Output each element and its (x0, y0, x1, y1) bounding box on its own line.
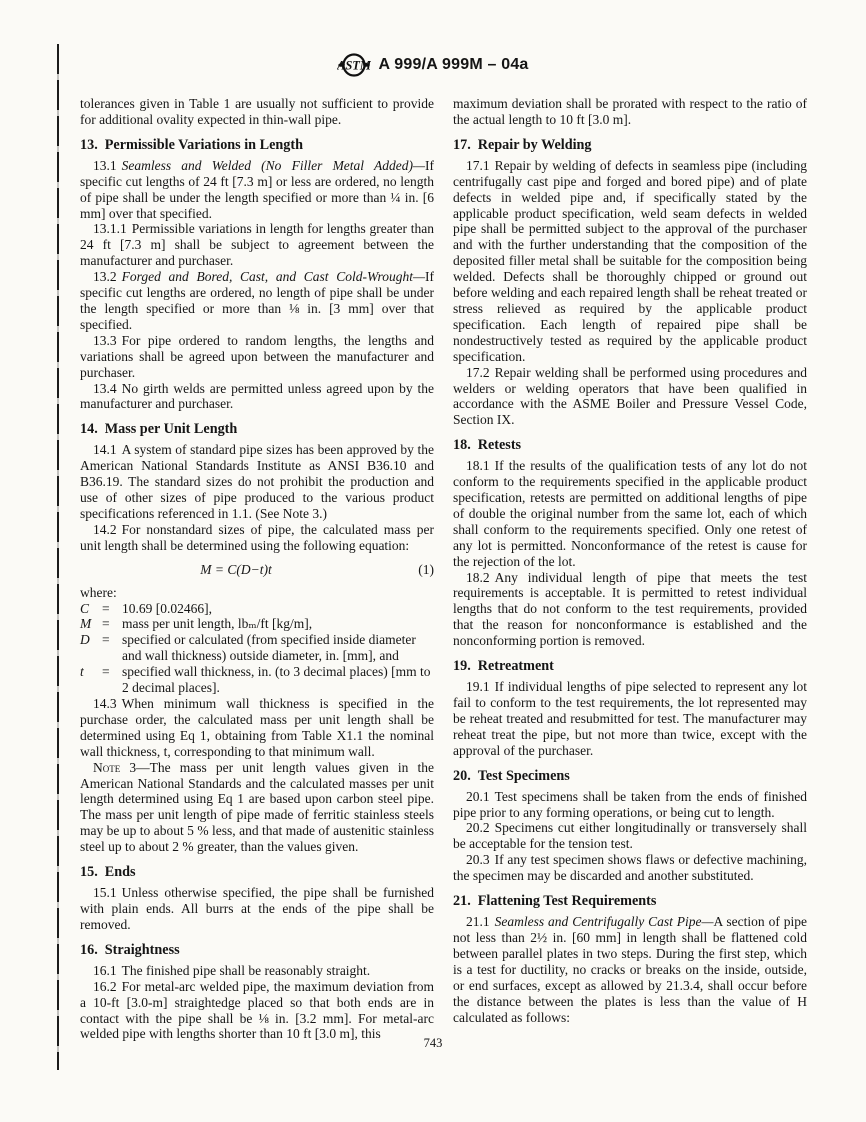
paragraph-14-3 (80, 696, 434, 760)
clause-text: A system of standard pipe sizes has been approved by the American National Standards Institute as ANSI B36.10 and B36.19. The standard sizes do not prohibit the production and use of other sizes of pipe produced to the various product specifications referenced in 1.1. (See Note 3.) (80, 442, 434, 521)
equation-number: (1) (418, 561, 434, 577)
equation-1 (80, 562, 434, 578)
section-title: Retreatment (477, 658, 554, 675)
paragraph-15-1 (80, 885, 434, 933)
clause-number: 19.1 (466, 679, 490, 695)
paragraph-13-1-1 (80, 221, 434, 269)
clause-text: A section of pipe not less than 2½ in. [60 mm] in length shall be flattened cold between parallel plates in two steps. During the first step, which is a test for ductility, no cracks or breaks on the inside, outside, or end surfaces, except as allowed by 21.3.4, shall occur before the distance between the plates is less than the value of H calculated as follows: (453, 914, 807, 1025)
equals-sign: = (102, 600, 110, 616)
section-heading-17 (453, 137, 807, 153)
clause-text: If specific cut lengths of 24 ft [7.3 m] or less are ordered, no length of pipe shall be under the length specified or more than ¼ in. [6 mm] over that specified. (80, 157, 434, 221)
clause-text: If the results of the qualification tests of any lot do not conform to the requirements specified in the applicable product specification, retests are permitted on additional lengths of pipe of double the original number from the same lot, each of which shall conform to the requirements specified. Only one retest of any lot is permitted. Nonconformance of the retest is cause for the rejection of the lot. (453, 458, 807, 569)
clause-text: Repair by welding of defects in seamless pipe (including centrifugally cast pipe and forged and bored pipe) and of plate defects in welded pipe and, if specifically stated by the applicable product specification, weld seam defects in welded pipe shall be permitted subject to the approval of the purchaser and with the further understanding that the composition of the deposited filler metal shall be suitable for the composition being welded. Defects shall be thoroughly chipped or ground out before welding and each repaired length shall be reheat treated or stress relieved as required by the applicable product specification. Each length of repaired pipe shall be nondestructively tested as required by the applicable product specification. (453, 157, 807, 364)
section-title: Ends (104, 864, 136, 881)
symbol: M (80, 616, 92, 632)
clause-number: 15.1 (93, 885, 117, 901)
equals-sign: = (102, 616, 110, 632)
section-number: 21. (453, 893, 471, 910)
clause-number: 13.1 (93, 157, 117, 173)
paragraph-20-1 (453, 789, 807, 821)
section-number: 13. (80, 136, 98, 153)
clause-text: Test specimens shall be taken from the ends of finished pipe prior to any forming operations, or being cut to length. (453, 788, 807, 820)
paragraph-18-2 (453, 570, 807, 650)
symbol: D (80, 632, 90, 648)
clause-text: If specific cut lengths are ordered, no length of pipe shall be under the length specified or more than ⅛ in. [3 mm] over that specified. (80, 269, 434, 332)
paragraph-21-1 (453, 914, 807, 1025)
clause-text: Any individual length of pipe that meets the test requirements is acceptable. It is permitted to retest individual lengths that do not conform to the test requirements, provided that the reason for nonconformance is established and the nonconforming portion is removed. (453, 569, 807, 649)
clause-number: 13.4 (93, 380, 117, 396)
symbol: t (80, 664, 84, 680)
section-heading-14 (80, 421, 434, 437)
clause-number: 14.3 (93, 696, 117, 711)
section-heading-13 (80, 137, 434, 153)
paragraph-16-1 (80, 963, 434, 979)
equals-sign: = (102, 664, 110, 680)
paragraph-13-2 (80, 269, 434, 333)
paragraph-14-1 (80, 442, 434, 522)
section-title: Flattening Test Requirements (477, 893, 657, 910)
symbol-definition: 10.69 [0.02466], (122, 600, 212, 616)
clause-number: 20.3 (466, 852, 490, 868)
section-number: 17. (453, 136, 471, 153)
clause-number: 20.2 (466, 820, 490, 836)
clause-lead-italic: Seamless and Welded (No Filler Metal Added)— (121, 157, 425, 173)
clause-number: 13.1.1 (93, 221, 127, 237)
clause-number: 18.2 (466, 569, 490, 585)
section-heading-16 (80, 942, 434, 958)
symbol-definition: specified or calculated (from specified inside diameter and wall thickness) outside diameter, in. [mm], and (122, 632, 416, 664)
clause-text: If any test specimen shows flaws or defective machining, the specimen may be discarded and another substituted. (453, 852, 807, 884)
paragraph-14-2 (80, 522, 434, 554)
section-title: Permissible Variations in Length (104, 136, 303, 153)
paragraph-20-2 (453, 820, 807, 852)
clause-number: 14.1 (93, 442, 117, 458)
symbol-definition: specified wall thickness, in. (to 3 decimal places) [mm to 2 decimal places]. (122, 664, 431, 696)
astm-logo-icon (337, 50, 371, 80)
clause-number: 13.3 (93, 332, 117, 348)
note-text: The mass per unit length values given in the American National Standards and the calculated masses per unit length determined using Eq 1 are based upon carbon steel pipe. The mass per unit length of pipe made of ferritic stainless steels may be up to about 5 % less, and that made of austenitic stainless steel up to about 2 % greater, than the values given. (80, 759, 435, 855)
clause-number: 21.1 (466, 914, 490, 930)
where-label: where: (80, 584, 117, 600)
section-heading-18 (453, 437, 807, 453)
clause-text: Permissible variations in length for lengths greater than 24 ft [7.3 m] shall be subject to agreement between the manufacturer and purchaser. (80, 221, 434, 269)
page-header (0, 50, 866, 80)
paragraph-13-1 (80, 158, 434, 222)
clause-text: Specimens cut either longitudinally or transversely shall be acceptable for the tension test. (453, 820, 807, 852)
section-heading-21 (453, 893, 807, 909)
section-number: 19. (453, 658, 471, 675)
clause-number: 17.1 (466, 157, 490, 173)
section-number: 18. (453, 437, 471, 454)
svg-text:ASTM: ASTM (337, 58, 372, 73)
paragraph-16-2 (80, 979, 434, 1043)
section-heading-19 (453, 658, 807, 674)
note-3 (80, 760, 434, 855)
symbol: C (80, 600, 90, 616)
paragraph-20-3 (453, 852, 807, 884)
paragraph-16-2-continuation: maximum deviation shall be prorated with respect to the ratio of the actual length to 10 ft [3.0 m]. (453, 96, 807, 127)
clause-text: Repair welding shall be performed using procedures and welders or welding operators that have been qualified in accordance with the ASME Boiler and Pressure Vessel Code, Section IX. (453, 364, 807, 428)
section-number: 16. (80, 941, 98, 958)
section-title: Retests (477, 437, 522, 454)
clause-text: Unless otherwise specified, the pipe shall be furnished with plain ends. All burrs at the ends of the pipe shall be removed. (80, 885, 434, 932)
section-heading-15 (80, 864, 434, 880)
left-margin-fold-line (57, 44, 59, 1070)
symbol-definition: mass per unit length, lbₘ/ft [kg/m], (122, 616, 313, 632)
paragraph-18-1 (453, 458, 807, 569)
equals-sign: = (102, 632, 110, 648)
clause-lead-italic: Forged and Bored, Cast, and Cast Cold-Wrought— (121, 269, 425, 285)
clause-number: 18.1 (466, 458, 490, 474)
section-number: 15. (80, 864, 98, 881)
clause-lead-italic: Seamless and Centrifugally Cast Pipe— (494, 914, 714, 930)
clause-number: 16.1 (93, 962, 117, 978)
paragraph-17-2 (453, 365, 807, 429)
section-heading-20 (453, 768, 807, 784)
clause-text: For metal-arc welded pipe, the maximum deviation from a 10-ft [3.0-m] straightedge placed so that both ends are in contact with the pipe shall be ⅛ in. [3.2 mm]. For metal-arc welded pipe with lengths shorter than 10 ft [3.0 m], this (80, 978, 434, 1042)
clause-number: 14.2 (93, 521, 117, 537)
where-row-M (80, 616, 434, 632)
note-continuation: tolerances given in Table 1 are usually not sufficient to provide for additional ovality expected in thin-wall pipe. (80, 96, 434, 127)
note-label: Note 3 (93, 759, 137, 775)
paragraph-13-4 (80, 381, 434, 413)
clause-number: 16.2 (93, 978, 117, 994)
standard-designation: A 999/A 999M – 04a (378, 56, 529, 73)
two-column-body (80, 96, 807, 1042)
left-column (80, 96, 434, 1042)
note-dash: — (136, 759, 150, 775)
clause-number: 17.2 (466, 364, 490, 380)
page-number: 743 (423, 1036, 443, 1050)
section-title: Repair by Welding (477, 136, 592, 153)
section-title: Straightness (104, 941, 180, 958)
paragraph-13-3 (80, 333, 434, 381)
where-row-C (80, 601, 434, 617)
section-title: Test Specimens (477, 767, 570, 784)
clause-text: The finished pipe shall be reasonably straight. (121, 962, 371, 978)
section-title: Mass per Unit Length (104, 421, 238, 438)
clause-text: When minimum wall thickness is specified in the purchase order, the calculated mass per unit length shall be determined using Eq 1, obtaining from Table X1.1 the nominal wall thickness, t, corresponding to that minimum wall. (80, 696, 434, 759)
clause-text: No girth welds are permitted unless agreed upon by the manufacturer and purchaser. (80, 380, 434, 412)
section-number: 14. (80, 421, 98, 438)
clause-text: For pipe ordered to random lengths, the lengths and variations shall be agreed upon between the manufacturer and purchaser. (80, 332, 434, 380)
where-row-t (80, 664, 434, 696)
right-column (453, 96, 807, 1042)
section-number: 20. (453, 767, 471, 784)
clause-text: If individual lengths of pipe selected to represent any lot fail to conform to the test requirements, the lot represented may be reheat treated and resubmitted for test. The manufacturer may reheat treat the pipe, but not more than twice, except with the approval of the purchaser. (453, 679, 807, 758)
equation-formula: M = C(D−t)t (200, 561, 272, 577)
paragraph-19-1 (453, 679, 807, 759)
clause-number: 20.1 (466, 788, 490, 804)
where-row-D (80, 632, 434, 664)
clause-text: For nonstandard sizes of pipe, the calculated mass per unit length shall be determined using the following equation: (80, 521, 434, 553)
paragraph-17-1 (453, 158, 807, 365)
clause-number: 13.2 (93, 269, 117, 285)
